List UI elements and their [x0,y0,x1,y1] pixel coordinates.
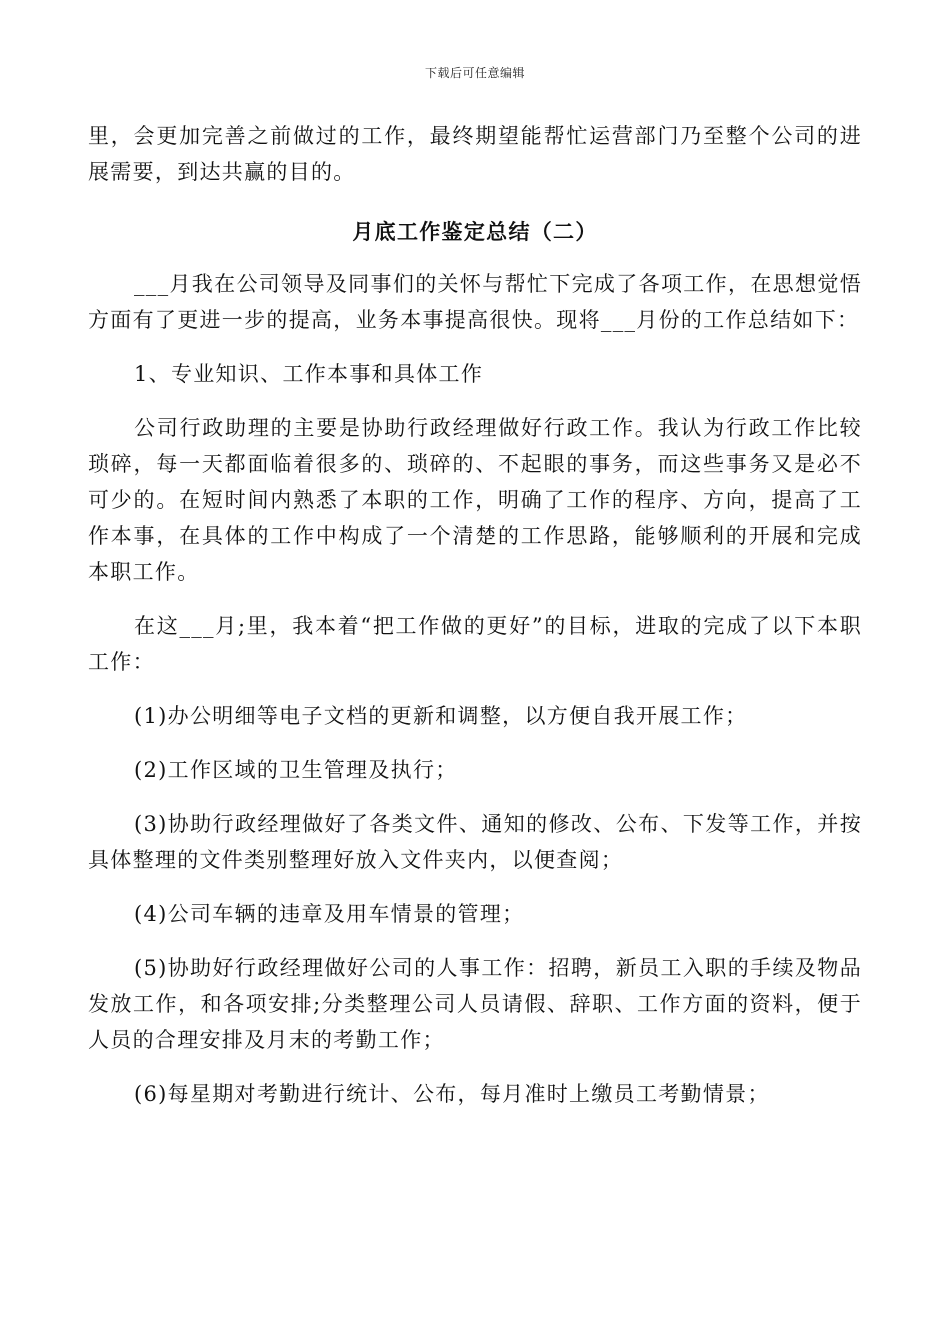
list-item-5: (5)协助好行政经理做好公司的人事工作：招聘，新员工入职的手续及物品发放工作，和各项安排;分类整理公司人员请假、辞职、工作方面的资料，便于人员的合理安排及月末的考勤工作； [88,956,862,1052]
document-body [88,118,862,1112]
paragraph-duties: 公司行政助理的主要是协助行政经理做好行政工作。我认为行政工作比较琐碎，每一天都面临着很多的、琐碎的、不起眼的事务，而这些事务又是必不可少的。在短时间内熟悉了本职的工作，明确了工作的程序、方向，提高了工作本事，在具体的工作中构成了一个清楚的工作思路，能够顺利的开展和完成本职工作。 [88,416,862,584]
section-title: 月底工作鉴定总结（二） [352,219,598,244]
header-note: 下载后可任意编辑 [424,66,525,80]
list-item-6: (6)每星期对考勤进行统计、公布，每月准时上缴员工考勤情景； [134,1082,770,1106]
continuation-paragraph: 里，会更加完善之前做过的工作，最终期望能帮忙运营部门乃至整个公司的进展需要，到达共赢的目的。 [88,124,862,184]
paragraph-intro: ___月我在公司领导及同事们的关怀与帮忙下完成了各项工作，在思想觉悟方面有了更进一步的提高，业务本事提高很快。现将___月份的工作总结如下： [88,272,862,332]
list-item-2: (2)工作区域的卫生管理及执行； [134,758,458,782]
paragraph-goal: 在这___月;里，我本着“把工作做的更好”的目标，进取的完成了以下本职工作： [88,614,862,674]
paragraph-heading-1: 1、专业知识、工作本事和具体工作 [134,362,484,386]
list-item-4: (4)公司车辆的违章及用车情景的管理； [134,902,525,926]
list-item-3: (3)协助行政经理做好了各类文件、通知的修改、公布、下发等工作，并按具体整理的文件类别整理好放入文件夹内，以便查阅； [88,812,862,872]
list-item-1: (1)办公明细等电子文档的更新和调整，以方便自我开展工作； [134,704,748,728]
